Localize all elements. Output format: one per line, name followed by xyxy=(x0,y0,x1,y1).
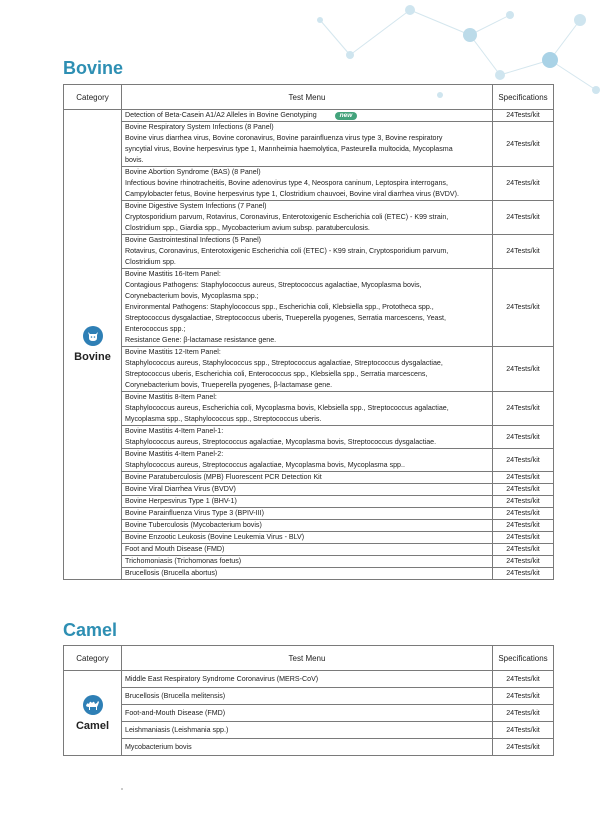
table-row xyxy=(64,122,554,167)
test-menu-line: Campylobacter fetus, Bovine herpesvirus type 1, Clostridium chauvoei, Bovine viral diarrhea virus (BVDV). xyxy=(125,190,459,198)
bovine-table-body xyxy=(64,110,554,580)
new-badge: new xyxy=(335,112,358,120)
table-row xyxy=(64,556,554,568)
test-menu-cell xyxy=(122,722,493,739)
table-row xyxy=(64,269,554,347)
table-row xyxy=(64,167,554,201)
table-row xyxy=(64,110,554,122)
test-menu-line: Bovine virus diarrhea virus, Bovine coronavirus, Bovine parainfluenza virus type 3, Bovine respiratory xyxy=(125,134,443,142)
cow-icon xyxy=(83,326,103,346)
table-row xyxy=(64,472,554,484)
table-row xyxy=(64,532,554,544)
table-row xyxy=(64,426,554,449)
section-title-bovine: Bovine xyxy=(63,58,124,78)
table-row xyxy=(64,688,554,705)
specification-cell: 24Tests/kit xyxy=(493,544,554,556)
test-menu-cell xyxy=(122,688,493,705)
test-menu-line: Bovine Gastrointestinal Infections (5 Panel) xyxy=(125,236,262,244)
test-menu-line: Bovine Paratuberculosis (MPB) Fluorescent PCR Detection Kit xyxy=(125,473,322,481)
test-menu-cell xyxy=(122,739,493,756)
test-menu-line: Bovine Digestive System Infections (7 Panel) xyxy=(125,202,267,210)
table-row xyxy=(64,392,554,426)
test-menu-cell xyxy=(122,235,493,269)
test-menu-cell xyxy=(122,472,493,484)
test-menu-line: Bovine Abortion Syndrome (BAS) (8 Panel) xyxy=(125,168,261,176)
test-menu-line: Cryptosporidium parvum, Rotavirus, Coronavirus, Enterotoxigenic Escherichia coli (ETEC) - K99 strain, xyxy=(125,213,449,221)
test-menu-line: Corynebacterium bovis, Trueperella pyogenes, β-lactamase gene. xyxy=(125,381,333,389)
test-menu-line: Bovine Tuberculosis (Mycobacterium bovis) xyxy=(125,521,262,529)
table-row xyxy=(64,347,554,392)
table-row xyxy=(64,520,554,532)
section-title-camel: Camel xyxy=(63,620,118,640)
specification-cell: 24Tests/kit xyxy=(493,705,554,722)
table-row xyxy=(64,484,554,496)
table-row xyxy=(64,449,554,472)
test-menu-line: Resistance Gene: β-lactamase resistance gene. xyxy=(125,336,277,344)
table-header-row xyxy=(64,85,554,110)
header-category: Category xyxy=(64,646,122,671)
table-row xyxy=(64,496,554,508)
table-row xyxy=(64,508,554,520)
test-menu-cell xyxy=(122,544,493,556)
test-menu-line: Staphylococcus aureus, Streptococcus agalactiae, Mycoplasma bovis, Streptococcus dysgalactiae. xyxy=(125,438,437,446)
test-menu-line: Foot and Mouth Disease (FMD) xyxy=(125,545,225,553)
specification-cell: 24Tests/kit xyxy=(493,568,554,580)
table-row xyxy=(64,739,554,756)
test-menu-cell xyxy=(122,167,493,201)
test-menu-line: Detection of Beta-Casein A1/A2 Alleles in Bovine Genotyping new xyxy=(125,110,490,121)
test-menu-line: Corynebacterium bovis, Mycoplasma spp.; xyxy=(125,292,259,300)
camel-table-body xyxy=(64,671,554,756)
test-menu-line: Contagious Pathogens: Staphylococcus aureus, Streptococcus agalactiae, Mycoplasma bovis, xyxy=(125,281,422,289)
test-menu-cell xyxy=(122,671,493,688)
test-menu-line: Middle East Respiratory Syndrome Coronavirus (MERS-CoV) xyxy=(125,674,319,683)
header-test-menu: Test Menu xyxy=(122,85,493,110)
specification-cell: 24Tests/kit xyxy=(493,484,554,496)
specification-cell: 24Tests/kit xyxy=(493,122,554,167)
test-menu-cell xyxy=(122,496,493,508)
test-menu-line: Bovine Mastitis 16-Item Panel: xyxy=(125,270,221,278)
test-menu-line: bovis. xyxy=(125,156,144,164)
test-menu-cell xyxy=(122,426,493,449)
header-specifications: Specifications xyxy=(493,646,554,671)
header-category: Category xyxy=(64,85,122,110)
specification-cell: 24Tests/kit xyxy=(493,520,554,532)
specification-cell: 24Tests/kit xyxy=(493,671,554,688)
test-menu-line: Bovine Mastitis 12-Item Panel: xyxy=(125,348,221,356)
test-menu-line: Staphylococcus aureus, Streptococcus agalactiae, Mycoplasma bovis, Mycoplasma spp.. xyxy=(125,461,405,469)
test-menu-line: Environmental Pathogens: Staphylococcus spp., Escherichia coli, Klebsiella spp., Prototheca spp., xyxy=(125,303,434,311)
specification-cell: 24Tests/kit xyxy=(493,739,554,756)
specification-cell: 24Tests/kit xyxy=(493,347,554,392)
test-menu-cell xyxy=(122,532,493,544)
table-row xyxy=(64,722,554,739)
test-menu-cell xyxy=(122,568,493,580)
header-test-menu: Test Menu xyxy=(122,646,493,671)
table-row xyxy=(64,671,554,688)
test-menu-cell xyxy=(122,201,493,235)
test-menu-line: Bovine Mastitis 8-Item Panel: xyxy=(125,393,217,401)
specification-cell: 24Tests/kit xyxy=(493,508,554,520)
table-row xyxy=(64,568,554,580)
test-menu-line: Bovine Respiratory System Infections (8 Panel) xyxy=(125,123,274,131)
test-menu-cell xyxy=(122,110,493,122)
test-menu-cell xyxy=(122,508,493,520)
specification-cell: 24Tests/kit xyxy=(493,392,554,426)
specification-cell: 24Tests/kit xyxy=(493,269,554,347)
header-specifications: Specifications xyxy=(493,85,554,110)
specification-cell: 24Tests/kit xyxy=(493,688,554,705)
specification-cell: 24Tests/kit xyxy=(493,722,554,739)
specification-cell: 24Tests/kit xyxy=(493,235,554,269)
test-menu-line: Staphylococcus aureus, Staphylococcus spp., Streptococcus agalactiae, Streptococcus dysgalactiae, xyxy=(125,359,443,367)
specification-cell: 24Tests/kit xyxy=(493,449,554,472)
table-row xyxy=(64,201,554,235)
test-menu-line: Bovine Viral Diarrhea Virus (BVDV) xyxy=(125,485,236,493)
bovine-table xyxy=(63,84,554,580)
table-row xyxy=(64,544,554,556)
test-menu-line: Mycoplasma spp., Staphylococcus spp., Streptococcus uberis. xyxy=(125,415,322,423)
test-menu-cell xyxy=(122,347,493,392)
test-menu-cell xyxy=(122,556,493,568)
test-menu-line: Foot-and-Mouth Disease (FMD) xyxy=(125,708,226,717)
specification-cell: 24Tests/kit xyxy=(493,496,554,508)
page-mark xyxy=(121,788,123,790)
specification-cell: 24Tests/kit xyxy=(493,167,554,201)
test-menu-line: Rotavirus, Coronavirus, Enterotoxigenic Escherichia coli (ETEC) - K99 strain, Cryptosporidium parvum, xyxy=(125,247,449,255)
test-menu-line: Bovine Enzootic Leukosis (Bovine Leukemia Virus - BLV) xyxy=(125,533,305,541)
test-menu-line: syncytial virus, Bovine herpesvirus type 1, Mannheimia haemolytica, Pasteurella multocida, Mycoplasma xyxy=(125,145,453,153)
category-label: Camel xyxy=(75,719,110,732)
test-menu-cell xyxy=(122,520,493,532)
test-menu-line: Trichomoniasis (Trichomonas foetus) xyxy=(125,557,242,565)
test-menu-line: Brucellosis (Brucella melitensis) xyxy=(125,691,226,700)
test-menu-line: Brucellosis (Brucella abortus) xyxy=(125,569,218,577)
specification-cell: 24Tests/kit xyxy=(493,556,554,568)
test-menu-cell xyxy=(122,122,493,167)
test-menu-line: Bovine Mastitis 4-Item Panel-1: xyxy=(125,427,224,435)
test-menu-cell xyxy=(122,392,493,426)
test-menu-line: Streptococcus dysgalactiae, Streptococcus uberis, Trueperella pyogenes, Serratia marcescens, Yeast, xyxy=(125,314,446,322)
table-row xyxy=(64,235,554,269)
camel-table xyxy=(63,645,554,756)
category-label: Bovine xyxy=(74,351,111,363)
test-menu-line: Bovine Parainfluenza Virus Type 3 (BPIV-III) xyxy=(125,509,264,517)
camel-icon xyxy=(83,695,103,715)
specification-cell: 24Tests/kit xyxy=(493,110,554,122)
specification-cell: 24Tests/kit xyxy=(493,426,554,449)
test-menu-line: Clostridium spp., Giardia spp., Mycobacterium avium subsp. paratuberculosis. xyxy=(125,224,370,232)
test-menu-cell xyxy=(122,449,493,472)
category-cell xyxy=(64,110,122,580)
specification-cell: 24Tests/kit xyxy=(493,472,554,484)
test-menu-line: Streptococcus uberis, Escherichia coli, Enterococcus spp., Klebsiella spp., Serratia marcescens, xyxy=(125,370,428,378)
test-menu-line: Infectious bovine rhinotracheitis, Bovine adenovirus type 4, Neospora caninum, Leptospira interrogans, xyxy=(125,179,448,187)
specification-cell: 24Tests/kit xyxy=(493,532,554,544)
test-menu-line: Staphylococcus aureus, Escherichia coli, Mycoplasma bovis, Klebsiella spp., Streptococcus agalactiae, xyxy=(125,404,449,412)
test-menu-line: Bovine Herpesvirus Type 1 (BHV-1) xyxy=(125,497,237,505)
test-menu-line: Bovine Mastitis 4-Item Panel-2: xyxy=(125,450,224,458)
test-menu-line: Enterococcus spp.; xyxy=(125,325,186,333)
test-menu-line: Clostridium spp. xyxy=(125,258,176,266)
test-menu-cell xyxy=(122,705,493,722)
test-menu-line: Mycobacterium bovis xyxy=(125,742,192,751)
table-header-row xyxy=(64,646,554,671)
category-cell xyxy=(64,671,122,756)
table-row xyxy=(64,705,554,722)
test-menu-cell xyxy=(122,484,493,496)
test-menu-line: Leishmaniasis (Leishmania spp.) xyxy=(125,725,229,734)
specification-cell: 24Tests/kit xyxy=(493,201,554,235)
test-menu-cell xyxy=(122,269,493,347)
